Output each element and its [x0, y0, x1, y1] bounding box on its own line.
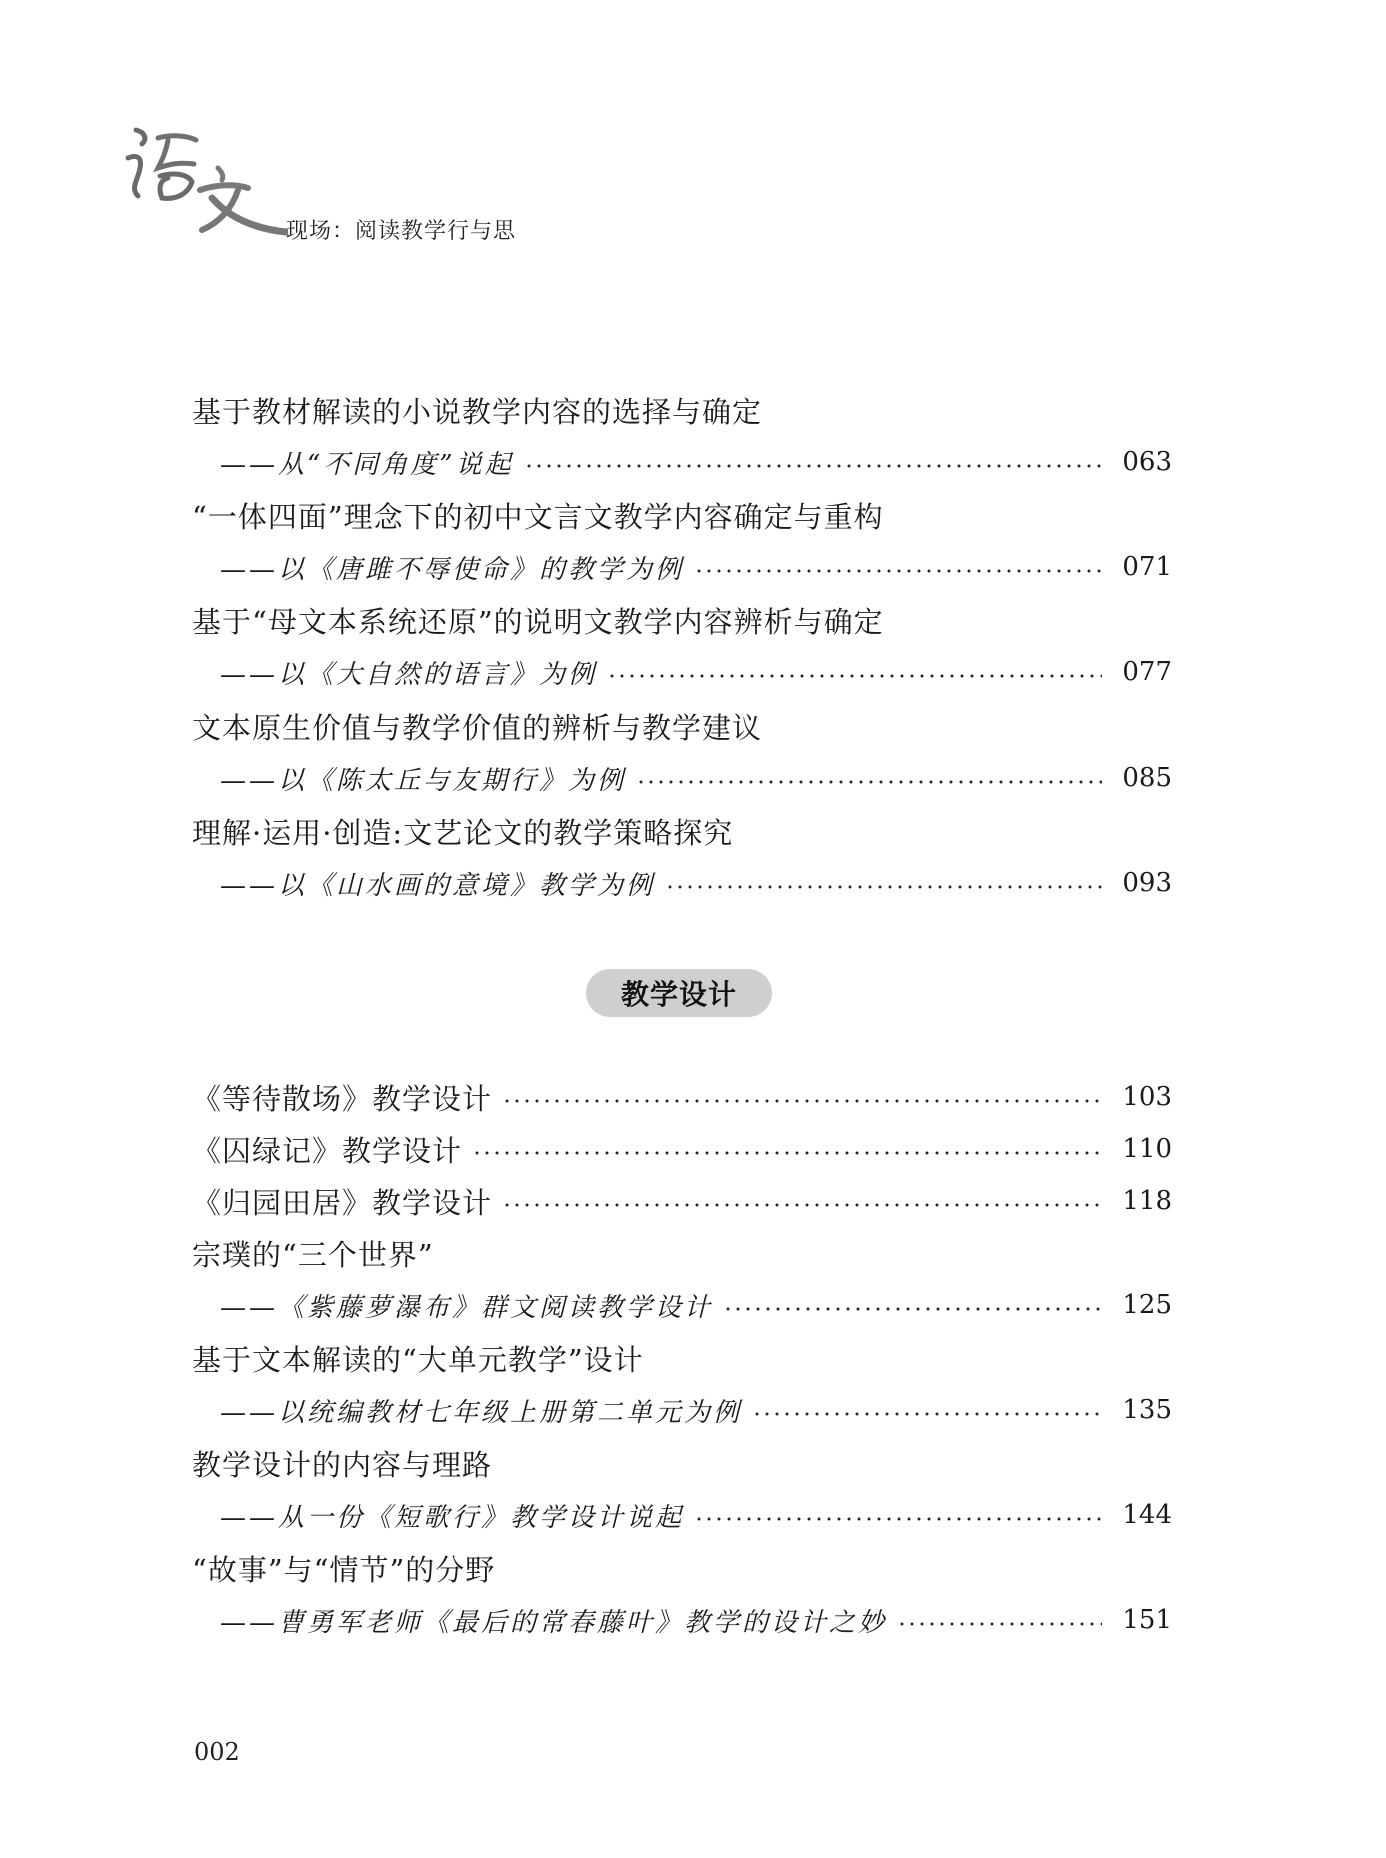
toc-page-number: 151	[1122, 1605, 1172, 1635]
toc-entry[interactable]	[192, 1129, 1172, 1169]
toc-entry-subtitle: ——以《大自然的语言》为例	[220, 659, 598, 690]
leader-dots	[723, 1307, 1102, 1311]
toc-entry-subtitle: ——以《唐雎不辱使命》的教学为例	[220, 554, 685, 585]
toc-entry-title: 基于文本解读的“大单元教学”设计	[192, 1342, 644, 1377]
toc-entry-subtitle: ——以《陈太丘与友期行》为例	[220, 765, 627, 796]
leader-dots	[752, 1412, 1102, 1416]
toc-page-number: 118	[1122, 1186, 1172, 1216]
leader-dots	[665, 885, 1102, 889]
toc-entry-title: 基于“母文本系统还原”的说明文教学内容辨析与确定	[192, 604, 884, 639]
section-heading-label: 教学设计	[620, 978, 737, 1011]
toc-entry-subtitle: ——曹勇军老师《最后的常春藤叶》教学的设计之妙	[220, 1607, 888, 1638]
toc-page-number: 110	[1122, 1134, 1172, 1164]
leader-dots	[607, 674, 1102, 678]
leader-dots	[524, 464, 1102, 468]
toc-entry-title: 《囚绿记》教学设计	[192, 1133, 463, 1168]
toc-entry-title: 《等待散场》教学设计	[192, 1081, 493, 1116]
toc-page-number: 093	[1122, 868, 1172, 898]
toc-entry-title: 教学设计的内容与理路	[192, 1447, 493, 1482]
section-heading-teaching-design	[586, 969, 772, 1017]
toc-entry-title: 理解·运用·创造:文艺论文的教学策略探究	[192, 815, 734, 850]
toc-entry[interactable]	[192, 1181, 1172, 1221]
toc-entry-title: 文本原生价值与教学价值的辨析与教学建议	[192, 710, 763, 745]
footer-page-number: 002	[194, 1738, 240, 1766]
toc-page-number: 144	[1122, 1500, 1172, 1530]
leader-dots	[694, 569, 1102, 573]
toc-page-number: 103	[1122, 1082, 1172, 1112]
calligraphy-logo	[118, 118, 288, 243]
toc-entry-subtitle: ——以《山水画的意境》教学为例	[220, 870, 656, 901]
toc-entry-title: “一体四面”理念下的初中文言文教学内容确定与重构	[192, 499, 884, 534]
toc-entry-subtitle: ——以统编教材七年级上册第二单元为例	[220, 1397, 743, 1428]
toc-entry-subtitle: ——从“不同角度”说起	[220, 449, 514, 480]
leader-dots	[897, 1622, 1102, 1626]
leader-dots	[694, 1517, 1102, 1521]
toc-entry-subtitle: ——从一份《短歌行》教学设计说起	[220, 1502, 685, 1533]
book-subtitle: 现场：阅读教学行与思	[286, 219, 517, 244]
leader-dots	[502, 1203, 1102, 1207]
toc-page-number: 077	[1122, 657, 1172, 687]
toc-page-number: 135	[1122, 1395, 1172, 1425]
toc-entry-title: 宗璞的“三个世界”	[192, 1237, 434, 1272]
leader-dots	[502, 1099, 1102, 1103]
leader-dots	[636, 780, 1102, 784]
toc-entry-subtitle: ——《紫藤萝瀑布》群文阅读教学设计	[220, 1292, 714, 1323]
leader-dots	[472, 1151, 1102, 1155]
toc-page-number: 063	[1122, 447, 1172, 477]
toc-page-number: 125	[1122, 1290, 1172, 1320]
toc-entry-title: 基于教材解读的小说教学内容的选择与确定	[192, 394, 763, 429]
toc-page-number: 085	[1122, 763, 1172, 793]
toc-entry-title: 《归园田居》教学设计	[192, 1185, 493, 1220]
toc-entry-title: “故事”与“情节”的分野	[192, 1552, 496, 1587]
toc-page-number: 071	[1122, 552, 1172, 582]
page-header	[118, 118, 718, 248]
toc-entry[interactable]	[192, 1077, 1172, 1117]
